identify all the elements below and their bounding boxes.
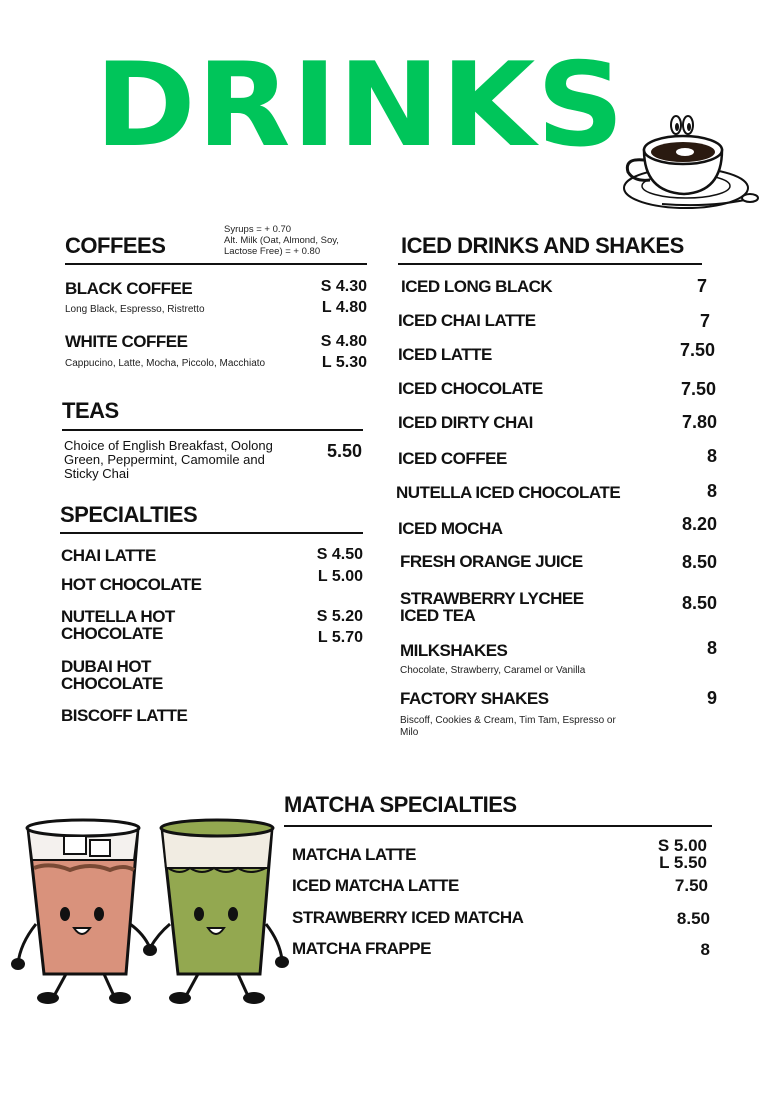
teas-heading: TEAS [62,398,119,423]
price-large: L 4.80 [321,299,367,316]
menu-item-price: 7 [696,276,707,296]
menu-item-price: 8 [706,446,717,466]
menu-item-name: MATCHA LATTE [292,845,416,864]
iced-heading: ICED DRINKS AND SHAKES [401,233,684,258]
menu-item-name [61,658,163,692]
coffees-heading: COFFEES [65,233,166,258]
menu-item-desc-line: Milo [400,727,419,738]
menu-item-name-line: STRAWBERRY LYCHEE [400,589,584,608]
price-small: S 5.00 [657,836,707,855]
menu-item-name: HOT CHOCOLATE [61,575,202,594]
menu-item-price: 7.80 [681,412,717,432]
menu-item-name: BISCOFF LATTE [61,706,188,725]
menu-item-price: 7 [699,311,710,331]
menu-item-name-line: ICED TEA [400,606,476,625]
teas-description [64,439,273,481]
menu-item-name: ICED CHAI LATTE [398,311,536,330]
menu-item-name: STRAWBERRY ICED MATCHA [292,908,524,927]
specialties-rule [60,532,363,534]
menu-item-name: MATCHA FRAPPE [292,939,431,958]
menu-item-name: ICED DIRTY CHAI [398,413,533,432]
price-large: L 5.00 [317,568,363,585]
menu-item-name-line: CHOCOLATE [61,674,163,693]
menu-item-price: 8.50 [681,593,717,613]
menu-item-name: ICED MOCHA [398,519,503,538]
menu-item-desc: Chocolate, Strawberry, Caramel or Vanilla [400,665,586,676]
teas-rule [62,429,363,431]
menu-item-name-line: DUBAI HOT [61,657,151,676]
menu-item-name: CHAI LATTE [61,546,156,565]
menu-item-name: ICED LATTE [398,345,492,364]
menu-item-desc: Long Black, Espresso, Ristretto [65,304,205,315]
specialties-heading: SPECIALTIES [60,502,198,527]
menu-item-name: ICED COFFEE [398,449,507,468]
menu-item-price: 7.50 [680,379,716,399]
menu-item-name: ICED MATCHA LATTE [292,876,459,895]
menu-item-name: NUTELLA ICED CHOCOLATE [396,483,621,502]
note-line: Lactose Free) = + 0.80 [224,246,321,257]
menu-item-name: FACTORY SHAKES [400,689,549,708]
menu-item-desc: Cappucino, Latte, Mocha, Piccolo, Macchiato [65,358,266,369]
menu-item-name: BLACK COFFEE [65,279,193,298]
price-small: S 4.30 [320,278,367,295]
menu-item-name: WHITE COFFEE [65,332,188,351]
menu-item-name: MILKSHAKES [400,641,508,660]
teas-desc-line: Choice of English Breakfast, Oolong [64,438,273,453]
price-small: S 5.20 [316,608,363,625]
price-large: L 5.30 [321,354,367,371]
teas-desc-line: Green, Peppermint, Camomile and [64,452,265,467]
menu-item-price: 8.20 [681,514,717,534]
price-small: S 4.80 [320,333,367,350]
teas-desc-line: Sticky Chai [64,466,130,481]
menu-item-name: FRESH ORANGE JUICE [400,552,583,571]
price-small: S 4.50 [316,546,363,563]
menu-item-price: 8.50 [676,909,710,928]
menu-item-name-line: NUTELLA HOT [61,607,175,626]
menu-item-desc [400,715,616,739]
menu-item-price: 7.50 [674,876,708,895]
price-large: L 5.50 [659,853,707,872]
note-line: Syrups = + 0.70 [224,224,292,235]
menu-item-price: 8 [706,481,717,501]
menu-item-price: 8 [700,940,710,959]
menu-item-name: ICED LONG BLACK [401,277,553,296]
teas-price: 5.50 [326,441,362,461]
menu-item-name [61,608,175,642]
price-large: L 5.70 [317,629,363,646]
matcha-heading: MATCHA SPECIALTIES [284,792,517,817]
menu-item-name-line: CHOCOLATE [61,624,163,643]
menu-item-price: 9 [706,688,717,708]
menu-item-name [400,590,584,624]
coffees-extras-note [224,224,339,257]
cartoon-iced-drinks-illustration [10,814,300,1014]
note-line: Alt. Milk (Oat, Almond, Soy, [224,235,339,246]
matcha-rule [284,825,712,827]
menu-item-price: 8.50 [681,552,717,572]
iced-rule [398,263,702,265]
menu-item-price: 8 [706,638,717,658]
page-title: DRINKS [94,38,626,173]
coffee-cup-illustration [622,108,762,220]
menu-item-desc-line: Biscoff, Cookies & Cream, Tim Tam, Espresso or [400,715,616,726]
menu-item-name: ICED CHOCOLATE [398,379,543,398]
menu-item-price: 7.50 [679,340,715,360]
coffees-rule [65,263,367,265]
